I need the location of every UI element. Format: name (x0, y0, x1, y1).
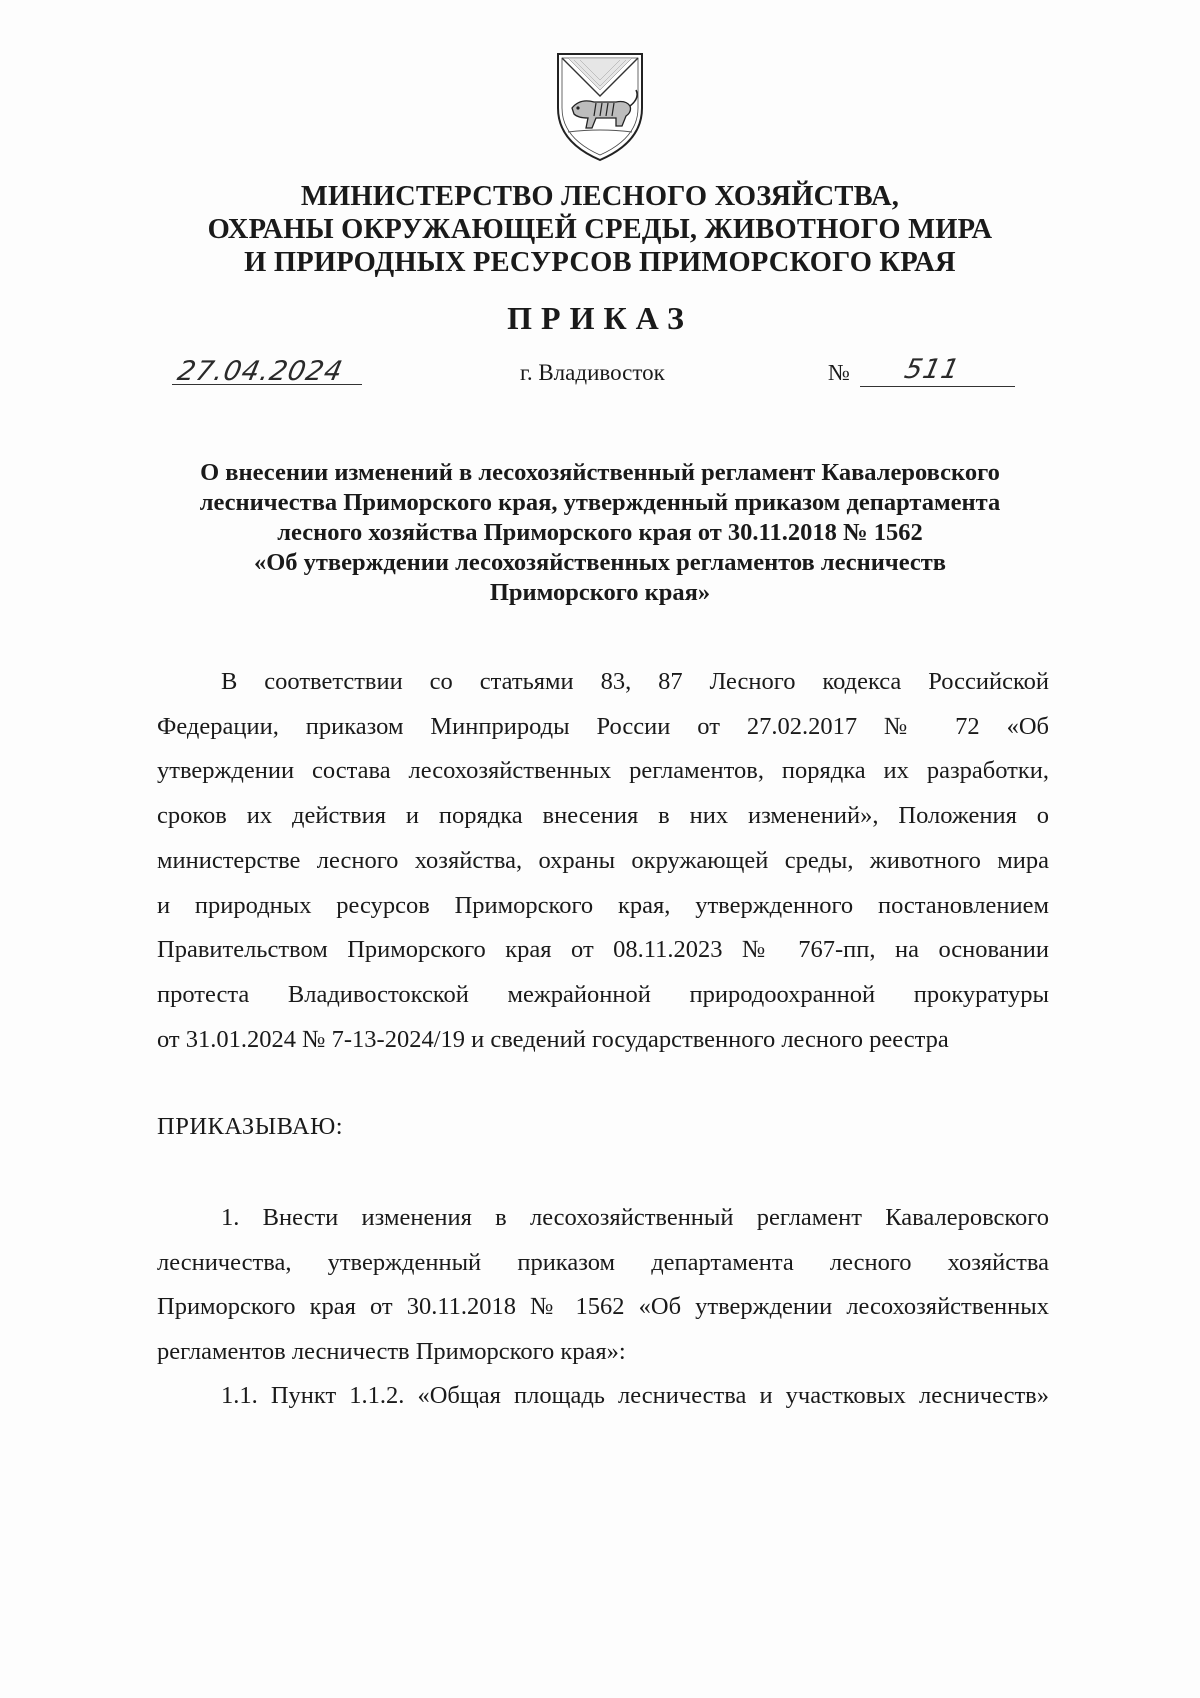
coat-of-arms-primorsky-icon (550, 46, 650, 166)
number-underline (860, 386, 1015, 387)
subject-line: лесного хозяйства Приморского края от 30.11.2018 № 1562 (277, 519, 923, 546)
paragraph-line: от 31.01.2024 № 7-13-2024/19 и сведений государственного лесного реестра (157, 1025, 949, 1053)
paragraph-line: сроков их действия и порядка внесения в них изменений», Положения о (157, 802, 1049, 830)
paragraph-line: Правительством Приморского края от 08.11.2023 № 767-пп, на основании (157, 936, 1049, 964)
ministry-name (150, 180, 1050, 279)
paragraph-line: Федерации, приказом Минприроды России от 27.02.2017 № 72 «Об (157, 712, 1049, 740)
paragraph-line: и природных ресурсов Приморского края, утвержденного постановлением (157, 891, 1049, 919)
ministry-line: МИНИСТЕРСТВО ЛЕСНОГО ХОЗЯЙСТВА, (300, 181, 900, 212)
paragraph-line: Приморского края от 30.11.2018 № 1562 «Об утверждении лесохозяйственных (157, 1293, 1049, 1321)
preamble-paragraph (157, 660, 1049, 1062)
number-label: № (828, 360, 850, 385)
clause-1 (157, 1196, 1049, 1375)
paragraph-line: утверждении состава лесохозяйственных регламентов, порядка их разработки, (157, 757, 1049, 785)
paragraph-line: протеста Владивостокской межрайонной природоохранной прокуратуры (157, 980, 1049, 1008)
city-label: г. Владивосток (520, 360, 665, 385)
document-subject (140, 458, 1060, 608)
order-directive-word: ПРИКАЗЫВАЮ: (157, 1113, 344, 1140)
subject-line: «Об утверждении лесохозяйственных регламентов лесничеств (253, 549, 947, 576)
paragraph-line: регламентов лесничеств Приморского края»: (157, 1338, 626, 1366)
handwritten-date: 27.04.2024 (174, 356, 346, 387)
ministry-line: И ПРИРОДНЫХ РЕСУРСОВ ПРИМОРСКОГО КРАЯ (244, 247, 956, 278)
document-meta-row (0, 354, 1200, 400)
date-underline (172, 384, 362, 385)
ministry-line: ОХРАНЫ ОКРУЖАЮЩЕЙ СРЕДЫ, ЖИВОТНОГО МИРА (207, 214, 993, 245)
subject-line: О внесении изменений в лесохозяйственный регламент Кавалеровского (200, 459, 1000, 486)
subject-line: Приморского края» (489, 579, 711, 606)
paragraph-line: 1. Внести изменения в лесохозяйственный регламент Кавалеровского (221, 1204, 1049, 1231)
handwritten-number: 511 (901, 354, 963, 385)
paragraph-line: 1.1. Пункт 1.1.2. «Общая площадь лесничества и участковых лесничеств» (221, 1382, 1049, 1409)
paragraph-line: министерстве лесного хозяйства, охраны окружающей среды, животного мира (157, 846, 1049, 874)
paragraph-line: лесничества, утвержденный приказом департамента лесного хозяйства (157, 1248, 1049, 1276)
document-type-title: ПРИКАЗ (507, 300, 693, 336)
subject-line: лесничества Приморского края, утвержденный приказом департамента (199, 489, 1001, 516)
clause-1-1 (157, 1374, 1049, 1419)
paragraph-line: В соответствии со статьями 83, 87 Лесного кодекса Российской (221, 668, 1049, 695)
